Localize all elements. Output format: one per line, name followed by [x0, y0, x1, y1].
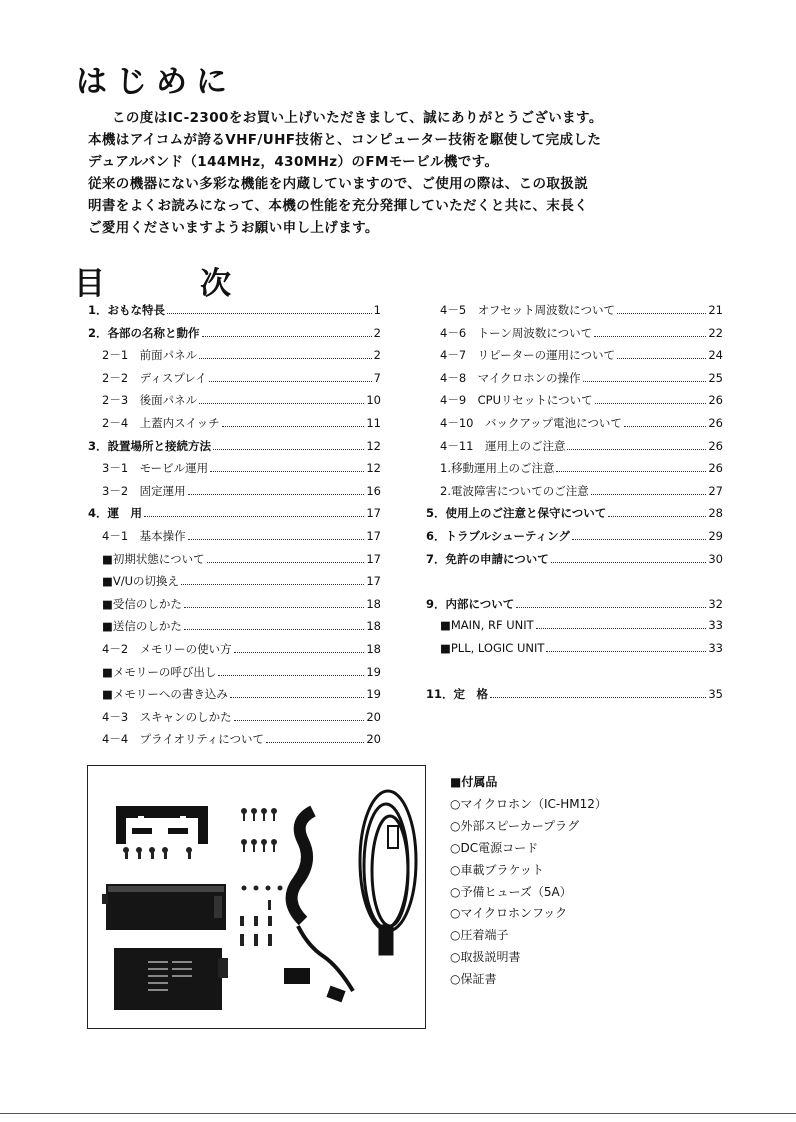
- toc-right-column: [426, 302, 723, 709]
- accessories-heading: ■付属品: [450, 775, 498, 789]
- toc-leader-dots: [617, 313, 706, 314]
- toc-entry-page: 33: [708, 640, 723, 655]
- toc-leader-dots: [591, 494, 707, 495]
- toc-entry-label: ■PLL, LOGIC UNIT: [440, 640, 545, 655]
- toc-entry-page: 35: [708, 687, 723, 702]
- toc-leader-dots: [222, 426, 365, 427]
- toc-entry-page: 18: [366, 596, 381, 611]
- accessory-item: ○マイクロホン（IC-HM12）: [450, 797, 607, 811]
- toc-spacer: [426, 573, 723, 596]
- toc-entry-page: 18: [366, 641, 381, 656]
- toc-entry-label: ■メモリーへの書き込み: [102, 687, 228, 702]
- toc-entry-label: ■MAIN, RF UNIT: [440, 618, 534, 633]
- toc-entry: [426, 686, 723, 709]
- toc-entry: [88, 664, 381, 687]
- toc-leader-dots: [209, 381, 372, 382]
- toc-entry-label: 1．おもな特長: [88, 303, 166, 317]
- toc-entry-page: 33: [708, 618, 723, 633]
- toc-entry: [88, 573, 381, 596]
- toc-entry: [426, 618, 723, 641]
- bracket-icon: [116, 806, 208, 844]
- toc-entry: [426, 505, 723, 528]
- toc-entry-page: 22: [708, 325, 723, 340]
- toc-entry: [426, 325, 723, 348]
- toc-leader-dots: [188, 494, 365, 495]
- toc-leader-dots: [210, 471, 364, 472]
- accessory-item: ○DC電源コード: [450, 840, 539, 855]
- toc-entry-page: 19: [366, 664, 381, 679]
- toc-spacer: [426, 664, 723, 687]
- toc-entry: [88, 686, 381, 709]
- toc-entry: [426, 438, 723, 461]
- intro-line: 明書をよくお読みになって、本機の性能を充分発揮していただくと共に、末長く: [88, 198, 589, 214]
- toc-title-char: 次: [200, 266, 231, 302]
- accessory-item: ○車載ブラケット: [450, 862, 544, 877]
- toc-entry-page: 19: [366, 687, 381, 702]
- toc-entry-page: 2: [373, 325, 381, 340]
- toc-leader-dots: [608, 516, 706, 517]
- toc-entry-label: 3．設置場所と接続方法: [88, 438, 212, 453]
- fuse-and-terminals-icon: [240, 886, 283, 947]
- toc-leader-dots: [230, 697, 364, 698]
- toc-entry: [426, 551, 723, 574]
- toc-entry-page: 17: [366, 528, 381, 543]
- toc-entry: [88, 325, 381, 348]
- toc-entry-page: 20: [366, 709, 381, 724]
- toc-entry-page: 30: [708, 551, 723, 566]
- toc-entry-label: 2－1 前面パネル: [102, 348, 198, 363]
- accessories-photo: [87, 765, 426, 1029]
- toc-entry-label: 4－3 スキャンのしかた: [102, 709, 232, 724]
- toc-leader-dots: [184, 629, 364, 630]
- toc-leader-dots: [546, 651, 706, 652]
- toc-entry: [426, 302, 723, 325]
- toc-entry-label: ■メモリーの呼び出し: [102, 664, 217, 679]
- toc-entry: [426, 596, 723, 619]
- toc-entry: [88, 596, 381, 619]
- toc-entry-label: 1.移動運用上のご注意: [440, 461, 555, 476]
- toc-entry-page: 17: [366, 551, 381, 566]
- toc-entry-page: 24: [708, 348, 723, 363]
- toc-leader-dots: [266, 742, 364, 743]
- toc-entry-label: 4－10 バックアップ電池について: [440, 415, 622, 430]
- toc-leader-dots: [551, 562, 707, 563]
- toc-leader-dots: [218, 675, 364, 676]
- toc-entry-label: 2－3 後面パネル: [102, 393, 198, 408]
- toc-entry-label: ■送信のしかた: [102, 619, 182, 634]
- toc-entry: [426, 460, 723, 483]
- toc-leader-dots: [556, 471, 706, 472]
- toc-entry-label: 4－11 運用上のご注意: [440, 438, 566, 453]
- toc-entry-label: 2.電波障害についてのご注意: [440, 483, 589, 498]
- toc-leader-dots: [516, 607, 706, 608]
- toc-entry-label: 4－9 CPUリセットについて: [440, 393, 593, 408]
- toc-entry: [88, 528, 381, 551]
- toc-entry-label: 11．定 格: [426, 687, 489, 702]
- toc-leader-dots: [572, 539, 706, 540]
- toc-entry-page: 11: [366, 415, 381, 430]
- toc-entry: [88, 392, 381, 415]
- accessory-item: ○予備ヒューズ（5A）: [450, 884, 572, 899]
- toc-entry: [88, 618, 381, 641]
- toc-entry-page: 12: [366, 438, 381, 453]
- toc-leader-dots: [567, 449, 706, 450]
- toc-leader-dots: [184, 607, 364, 608]
- toc-entry: [426, 370, 723, 393]
- toc-leader-dots: [490, 697, 706, 698]
- toc-entry-label: ■受信のしかた: [102, 596, 182, 611]
- toc-entry-label: 4－7 リピーターの運用について: [440, 348, 615, 363]
- toc-title: [74, 258, 231, 303]
- toc-leader-dots: [234, 720, 365, 721]
- accessory-item: ○保証書: [450, 972, 497, 987]
- toc-entry-page: 28: [708, 506, 723, 521]
- toc-entry-page: 17: [366, 574, 381, 589]
- toc-entry-page: 7: [373, 370, 381, 385]
- toc-entry-label: 6．トラブルシューティング: [426, 528, 570, 543]
- toc-leader-dots: [595, 403, 707, 404]
- accessories-illustration: [88, 766, 425, 1028]
- toc-entry-label: ■V/Uの切換え: [102, 574, 180, 589]
- intro-line: 本機はアイコムが誇るVHF/UHF技術と、コンピューター技術を駆使して完成した: [88, 132, 602, 148]
- toc-entry-page: 2: [373, 348, 381, 363]
- accessory-item: ○マイクロホンフック: [450, 906, 568, 921]
- intro-text: [88, 107, 728, 239]
- toc-entry-label: 2－4 上蓋内スイッチ: [102, 415, 220, 430]
- toc-entry-page: 12: [366, 461, 381, 476]
- toc-entry-page: 26: [708, 438, 723, 453]
- toc-entry-label: 3－2 固定運用: [102, 483, 186, 498]
- intro-line: 従来の機器にない多彩な機能を内蔵していますので、ご使用の際は、この取扱説: [88, 176, 589, 192]
- accessory-item: ○外部スピーカープラグ: [450, 818, 580, 833]
- toc-entry-page: 26: [708, 461, 723, 476]
- toc-entry: [88, 505, 381, 528]
- toc-entry: [88, 415, 381, 438]
- screws-icon: [241, 808, 277, 852]
- footer-divider: [0, 1113, 796, 1114]
- intro-line: この度はIC-2300をお買い上げいただきまして、誠にありがとうございます。: [112, 110, 603, 126]
- toc-leader-dots: [617, 358, 706, 359]
- toc-entry: [88, 370, 381, 393]
- toc-entry: [88, 302, 381, 325]
- radio-unit-icon: [102, 884, 226, 930]
- toc-entry: [88, 438, 381, 461]
- toc-entry-page: 29: [708, 528, 723, 543]
- toc-leader-dots: [202, 336, 372, 337]
- toc-entry-label: ■初期状態について: [102, 551, 205, 566]
- toc-entry: [88, 641, 381, 664]
- accessories-list: [450, 773, 607, 992]
- toc-leader-dots: [234, 652, 365, 653]
- accessory-item: ○取扱説明書: [450, 950, 521, 965]
- toc-entry: [426, 415, 723, 438]
- toc-leader-dots: [213, 449, 364, 450]
- toc-entry-label: 4－1 基本操作: [102, 528, 186, 543]
- toc-left-column: [88, 302, 381, 754]
- toc-entry-page: 16: [366, 483, 381, 498]
- toc-entry: [88, 460, 381, 483]
- toc-entry-page: 10: [366, 393, 381, 408]
- toc-entry-label: 4．運 用: [88, 506, 143, 521]
- toc-entry: [88, 731, 381, 754]
- dc-cord-icon: [360, 791, 416, 954]
- toc-leader-dots: [199, 403, 364, 404]
- toc-entry-label: 9．内部について: [426, 596, 515, 611]
- toc-entry: [426, 392, 723, 415]
- toc-title-char: 目: [74, 266, 105, 302]
- toc-leader-dots: [207, 562, 365, 563]
- toc-entry-label: 7．免許の申請について: [426, 551, 549, 566]
- toc-leader-dots: [594, 336, 706, 337]
- toc-entry: [426, 641, 723, 664]
- toc-entry: [88, 709, 381, 732]
- toc-leader-dots: [188, 539, 365, 540]
- toc-entry: [88, 551, 381, 574]
- toc-entry-page: 20: [366, 732, 381, 747]
- accessory-item: ○圧着端子: [450, 928, 509, 943]
- mic-hook-icon: [284, 968, 310, 984]
- screw-set-icon: [123, 847, 192, 859]
- intro-line: ご愛用くださいますようお願い申し上げます。: [88, 220, 379, 236]
- toc-entry: [426, 347, 723, 370]
- page-title: はじめに: [76, 64, 236, 100]
- toc-leader-dots: [199, 358, 372, 359]
- radio-unit-bottom-icon: [114, 948, 228, 1010]
- toc-entry-label: 4－2 メモリーの使い方: [102, 641, 232, 656]
- toc-entry-page: 1: [373, 303, 381, 317]
- toc-entry: [88, 347, 381, 370]
- toc-entry-page: 26: [708, 415, 723, 430]
- toc-entry-label: 2－2 ディスプレイ: [102, 370, 207, 385]
- toc-entry: [426, 483, 723, 506]
- toc-leader-dots: [181, 584, 364, 585]
- toc-leader-dots: [167, 313, 372, 314]
- toc-entry: [88, 483, 381, 506]
- toc-entry-label: 4－6 トーン周波数について: [440, 325, 593, 340]
- toc-entry-page: 21: [708, 303, 723, 317]
- toc-leader-dots: [583, 381, 707, 382]
- toc-entry-label: 4－5 オフセット周波数について: [440, 303, 615, 317]
- toc-leader-dots: [536, 628, 707, 629]
- intro-line: デュアルバンド（144MHz，430MHz）のFMモービル機です。: [88, 154, 499, 170]
- toc-entry-page: 26: [708, 393, 723, 408]
- toc-entry-page: 27: [708, 483, 723, 498]
- toc-leader-dots: [624, 426, 706, 427]
- toc-entry: [426, 528, 723, 551]
- toc-leader-dots: [144, 516, 364, 517]
- toc-entry-label: 4－8 マイクロホンの操作: [440, 370, 581, 385]
- toc-entry-page: 17: [366, 506, 381, 521]
- toc-entry-page: 25: [708, 370, 723, 385]
- toc-entry-label: 4－4 プライオリティについて: [102, 732, 265, 747]
- toc-entry-label: 3－1 モービル運用: [102, 461, 209, 476]
- toc-entry-page: 32: [708, 596, 723, 611]
- toc-entry-page: 18: [366, 619, 381, 634]
- toc-entry-label: 2．各部の名称と動作: [88, 325, 200, 340]
- toc-entry-label: 5．使用上のご注意と保守について: [426, 506, 607, 521]
